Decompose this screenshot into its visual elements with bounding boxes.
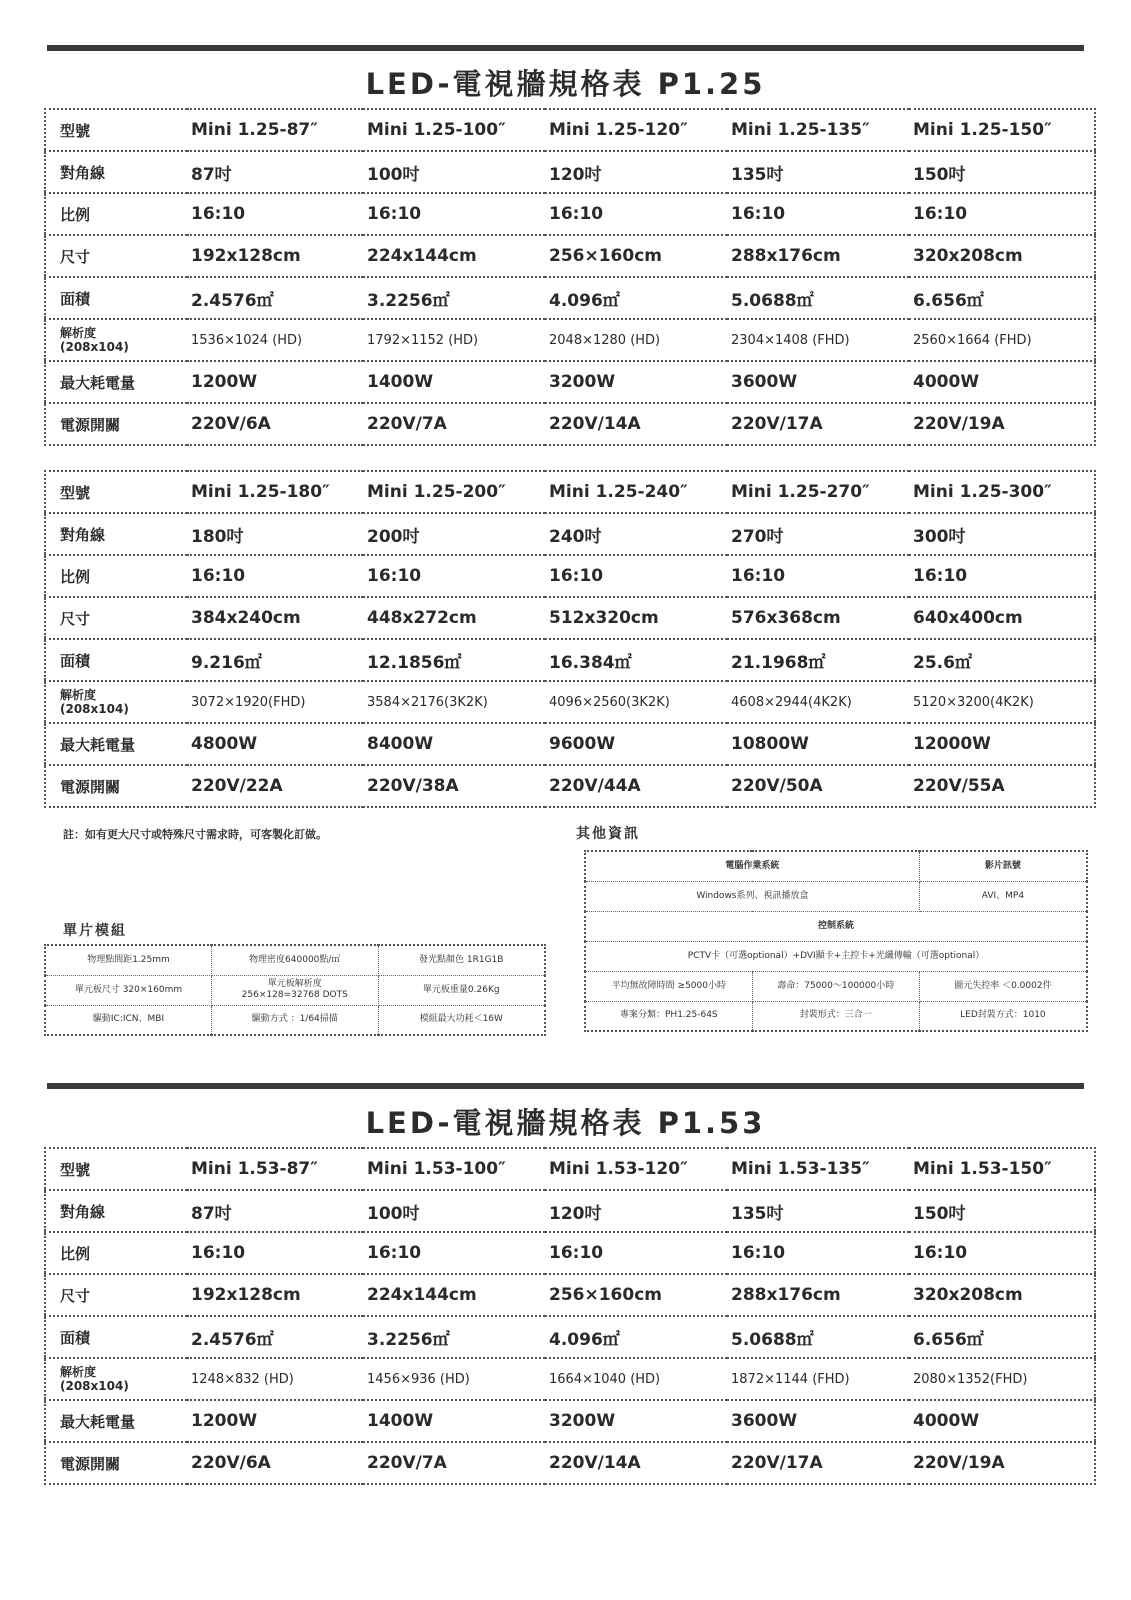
spec-cell-diagonal: 150吋 xyxy=(909,1190,1095,1232)
top-rule xyxy=(47,45,1084,51)
section-title-p153: LED-電視牆規格表 P1.53 xyxy=(365,1106,766,1140)
row-label-model: 型號 xyxy=(45,109,187,151)
spec-cell-max-power: 3200W xyxy=(545,1400,727,1442)
spec-cell-size: 320x208cm xyxy=(909,1274,1095,1316)
spec-cell-ratio: 16:10 xyxy=(909,1232,1095,1274)
spec-row-size xyxy=(45,597,1095,639)
spec-cell-area: 6.656㎡ xyxy=(909,1316,1095,1358)
spec-cell-size: 288x176cm xyxy=(727,235,909,277)
spec-cell-resolution: 2048×1280 (HD) xyxy=(545,319,727,361)
spec-cell-ratio: 16:10 xyxy=(727,193,909,235)
row-label-ratio: 比例 xyxy=(45,555,187,597)
spec-cell-size: 256×160cm xyxy=(545,235,727,277)
spec-cell-model: Mini 1.25-240″ xyxy=(545,471,727,513)
spec-cell-resolution: 4096×2560(3K2K) xyxy=(545,681,727,723)
spec-cell-model: Mini 1.53-135″ xyxy=(727,1148,909,1190)
spec-cell-size: 256×160cm xyxy=(545,1274,727,1316)
spec-cell-resolution: 1792×1152 (HD) xyxy=(363,319,545,361)
spec-table-p153 xyxy=(44,1147,1096,1485)
row-label-ratio: 比例 xyxy=(45,193,187,235)
spec-cell-area: 16.384㎡ xyxy=(545,639,727,681)
unit-board-weight: 單元板重量0.26Kg xyxy=(378,975,545,1005)
spec-row-ratio xyxy=(45,555,1095,597)
spec-table-p125-a xyxy=(44,108,1096,446)
spec-cell-area: 4.096㎡ xyxy=(545,1316,727,1358)
spec-row-diagonal xyxy=(45,513,1095,555)
spec-cell-resolution: 2080×1352(FHD) xyxy=(909,1358,1095,1400)
package-form-value: 封裝形式：三合一 xyxy=(752,1001,919,1031)
custom-size-note: 註：如有更大尺寸或特殊尺寸需求時，可客製化訂做。 xyxy=(63,828,327,841)
spec-row-power-switch xyxy=(45,1442,1095,1484)
spec-cell-max-power: 12000W xyxy=(909,723,1095,765)
spec-row-model xyxy=(45,109,1095,151)
video-value: AVI、MP4 xyxy=(919,881,1087,911)
spec-cell-diagonal: 300吋 xyxy=(909,513,1095,555)
led-color: 發光點顏色 1R1G1B xyxy=(378,945,545,975)
spec-cell-diagonal: 135吋 xyxy=(727,1190,909,1232)
lifespan-value: 壽命：75000～100000小時 xyxy=(752,971,919,1001)
spec-cell-diagonal: 87吋 xyxy=(187,151,363,193)
module-max-power: 模組最大功耗＜16W xyxy=(378,1005,545,1035)
pixel-pitch: 物理點間距1.25mm xyxy=(45,945,212,975)
spec-cell-area: 25.6㎡ xyxy=(909,639,1095,681)
spec-cell-max-power: 9600W xyxy=(545,723,727,765)
spec-row-resolution xyxy=(45,681,1095,723)
spec-cell-resolution: 1536×1024 (HD) xyxy=(187,319,363,361)
spec-cell-model: Mini 1.25-180″ xyxy=(187,471,363,513)
spec-cell-size: 576x368cm xyxy=(727,597,909,639)
spec-cell-size: 320x208cm xyxy=(909,235,1095,277)
spec-cell-max-power: 8400W xyxy=(363,723,545,765)
module-heading: 單片模組 xyxy=(63,923,127,939)
spec-cell-size: 288x176cm xyxy=(727,1274,909,1316)
spec-cell-max-power: 10800W xyxy=(727,723,909,765)
spec-cell-power-switch: 220V/38A xyxy=(367,776,459,796)
row-label-area: 面積 xyxy=(45,639,187,681)
pixel-density: 物理密度640000點/㎡ xyxy=(212,945,379,975)
spec-cell-diagonal: 135吋 xyxy=(727,151,909,193)
row-label-resolution: 解析度 (208x104) xyxy=(45,1358,187,1400)
spec-cell-area: 5.0688㎡ xyxy=(727,277,909,319)
row-label-power-switch: 電源開關 xyxy=(60,1454,121,1473)
spec-cell-size: 224x144cm xyxy=(363,1274,545,1316)
spec-cell-power-switch: 220V/50A xyxy=(731,776,823,796)
middle-rule xyxy=(47,1083,1084,1089)
spec-cell-model: Mini 1.25-150″ xyxy=(909,109,1095,151)
spec-cell-power-switch: 220V/6A xyxy=(191,414,271,434)
spec-cell-ratio: 16:10 xyxy=(727,555,909,597)
spec-cell-resolution: 5120×3200(4K2K) xyxy=(909,681,1095,723)
spec-cell-diagonal: 120吋 xyxy=(545,1190,727,1232)
row-label-diagonal: 對角線 xyxy=(45,513,187,555)
spec-cell-area: 12.1856㎡ xyxy=(363,639,545,681)
spec-cell-diagonal: 100吋 xyxy=(363,1190,545,1232)
spec-cell-diagonal: 180吋 xyxy=(187,513,363,555)
spec-cell-size: 192x128cm xyxy=(187,235,363,277)
spec-cell-ratio: 16:10 xyxy=(187,555,363,597)
spec-cell-model: Mini 1.25-300″ xyxy=(909,471,1095,513)
spec-row-max-power xyxy=(45,1400,1095,1442)
row-label-power-switch: 電源開關 xyxy=(60,415,121,434)
unit-board-resolution: 單元板解析度 256×128=32768 DOTS xyxy=(212,975,379,1005)
spec-cell-size: 224x144cm xyxy=(363,235,545,277)
row-label-model: 型號 xyxy=(45,471,187,513)
spec-row-resolution xyxy=(45,1358,1095,1400)
section-title-p125: LED-電視牆規格表 P1.25 xyxy=(365,67,766,101)
spec-cell-power-switch: 220V/17A xyxy=(731,414,823,434)
spec-cell-resolution: 1456×936 (HD) xyxy=(363,1358,545,1400)
row-label-model: 型號 xyxy=(45,1148,187,1190)
spec-row-diagonal xyxy=(45,151,1095,193)
spec-row-area xyxy=(45,639,1095,681)
spec-row-power-switch xyxy=(45,765,1095,807)
spec-cell-resolution: 3072×1920(FHD) xyxy=(187,681,363,723)
project-class-value: 專案分類：PH1.25-64S xyxy=(585,1001,752,1031)
spec-cell-max-power: 4000W xyxy=(909,361,1095,403)
row-label-diagonal: 對角線 xyxy=(45,1190,187,1232)
spec-cell-area: 3.2256㎡ xyxy=(363,277,545,319)
spec-cell-model: Mini 1.25-120″ xyxy=(545,109,727,151)
spec-row-model xyxy=(45,471,1095,513)
spec-cell-ratio: 16:10 xyxy=(187,1232,363,1274)
spec-cell-power-switch: 220V/14A xyxy=(549,1453,641,1473)
spec-cell-size: 192x128cm xyxy=(187,1274,363,1316)
spec-row-power-switch xyxy=(45,403,1095,445)
row-label-size: 尺寸 xyxy=(45,1274,187,1316)
spec-cell-resolution: 1664×1040 (HD) xyxy=(545,1358,727,1400)
spec-cell-ratio: 16:10 xyxy=(545,1232,727,1274)
control-value: PCTV卡（可選optional）+DVI顯卡+主控卡+光纖傳輸（可選optional） xyxy=(585,941,1087,971)
driver-ic: 驅動IC:ICN、MBI xyxy=(45,1005,212,1035)
spec-cell-power-switch: 220V/6A xyxy=(191,1453,271,1473)
spec-cell-max-power: 3600W xyxy=(727,1400,909,1442)
spec-cell-model: Mini 1.25-270″ xyxy=(727,471,909,513)
spec-cell-model: Mini 1.25-100″ xyxy=(363,109,545,151)
other-info-heading: 其他資訊 xyxy=(576,826,640,842)
spec-row-area xyxy=(45,1316,1095,1358)
spec-cell-area: 6.656㎡ xyxy=(909,277,1095,319)
spec-cell-model: Mini 1.25-135″ xyxy=(727,109,909,151)
spec-cell-power-switch: 220V/17A xyxy=(731,1453,823,1473)
spec-cell-ratio: 16:10 xyxy=(187,193,363,235)
spec-row-area xyxy=(45,277,1095,319)
spec-cell-power-switch: 220V/7A xyxy=(367,414,447,434)
spec-cell-size: 640x400cm xyxy=(909,597,1095,639)
video-header: 影片訊號 xyxy=(919,851,1087,881)
spec-cell-diagonal: 150吋 xyxy=(909,151,1095,193)
spec-cell-model: Mini 1.53-120″ xyxy=(545,1148,727,1190)
spec-row-ratio xyxy=(45,1232,1095,1274)
row-label-power-switch: 電源開關 xyxy=(60,777,121,796)
spec-cell-power-switch: 220V/44A xyxy=(549,776,641,796)
led-package-value: LED封裝方式：1010 xyxy=(919,1001,1087,1031)
row-label-diagonal: 對角線 xyxy=(45,151,187,193)
spec-row-diagonal xyxy=(45,1190,1095,1232)
row-label-max-power: 最大耗電量 xyxy=(45,1400,187,1442)
spec-row-size xyxy=(45,235,1095,277)
spec-cell-max-power: 1200W xyxy=(187,1400,363,1442)
spec-cell-ratio: 16:10 xyxy=(727,1232,909,1274)
spec-cell-resolution: 1872×1144 (FHD) xyxy=(727,1358,909,1400)
spec-cell-power-switch: 220V/19A xyxy=(913,1453,1005,1473)
spec-cell-ratio: 16:10 xyxy=(909,193,1095,235)
spec-cell-diagonal: 87吋 xyxy=(187,1190,363,1232)
spec-cell-resolution: 2304×1408 (FHD) xyxy=(727,319,909,361)
spec-cell-diagonal: 270吋 xyxy=(727,513,909,555)
spec-cell-model: Mini 1.53-87″ xyxy=(187,1148,363,1190)
spec-cell-area: 9.216㎡ xyxy=(187,639,363,681)
spec-row-size xyxy=(45,1274,1095,1316)
spec-cell-resolution: 2560×1664 (FHD) xyxy=(909,319,1095,361)
row-label-area: 面積 xyxy=(45,1316,187,1358)
spec-row-max-power xyxy=(45,723,1095,765)
module-table xyxy=(44,944,546,1036)
row-label-size: 尺寸 xyxy=(45,235,187,277)
spec-row-resolution xyxy=(45,319,1095,361)
other-info-table xyxy=(584,850,1088,1032)
spec-cell-power-switch: 220V/55A xyxy=(913,776,1005,796)
spec-cell-max-power: 3600W xyxy=(727,361,909,403)
mtbf-value: 平均無故障時間 ≥5000小時 xyxy=(585,971,752,1001)
spec-cell-resolution: 3584×2176(3K2K) xyxy=(363,681,545,723)
spec-cell-max-power: 4000W xyxy=(909,1400,1095,1442)
row-label-max-power: 最大耗電量 xyxy=(45,723,187,765)
spec-row-ratio xyxy=(45,193,1095,235)
spec-cell-ratio: 16:10 xyxy=(363,193,545,235)
spec-cell-ratio: 16:10 xyxy=(363,1232,545,1274)
row-label-area: 面積 xyxy=(45,277,187,319)
row-label-size: 尺寸 xyxy=(45,597,187,639)
pixel-failure-value: 圖元失控率 ＜0.0002件 xyxy=(919,971,1087,1001)
spec-cell-size: 512x320cm xyxy=(545,597,727,639)
spec-cell-ratio: 16:10 xyxy=(909,555,1095,597)
spec-cell-power-switch: 220V/22A xyxy=(191,776,283,796)
spec-cell-max-power: 3200W xyxy=(545,361,727,403)
spec-cell-model: Mini 1.25-87″ xyxy=(187,109,363,151)
row-label-max-power: 最大耗電量 xyxy=(45,361,187,403)
spec-cell-diagonal: 240吋 xyxy=(545,513,727,555)
drive-mode: 驅動方式 ：1/64掃描 xyxy=(212,1005,379,1035)
spec-cell-diagonal: 100吋 xyxy=(363,151,545,193)
control-header: 控制系統 xyxy=(585,911,1087,941)
spec-cell-diagonal: 200吋 xyxy=(363,513,545,555)
spec-cell-max-power: 1400W xyxy=(363,1400,545,1442)
spec-cell-max-power: 1400W xyxy=(363,361,545,403)
spec-cell-area: 3.2256㎡ xyxy=(363,1316,545,1358)
spec-cell-diagonal: 120吋 xyxy=(545,151,727,193)
spec-cell-power-switch: 220V/19A xyxy=(913,414,1005,434)
unit-board-size: 單元板尺寸 320×160mm xyxy=(45,975,212,1005)
spec-cell-area: 2.4576㎡ xyxy=(187,277,363,319)
spec-cell-model: Mini 1.53-150″ xyxy=(909,1148,1095,1190)
spec-cell-area: 4.096㎡ xyxy=(545,277,727,319)
spec-cell-ratio: 16:10 xyxy=(545,193,727,235)
os-header: 電腦作業系統 xyxy=(585,851,919,881)
spec-cell-max-power: 4800W xyxy=(187,723,363,765)
spec-cell-area: 5.0688㎡ xyxy=(727,1316,909,1358)
spec-cell-power-switch: 220V/7A xyxy=(367,1453,447,1473)
spec-cell-area: 2.4576㎡ xyxy=(187,1316,363,1358)
spec-row-model xyxy=(45,1148,1095,1190)
os-value: Windows系列、視訊播放盒 xyxy=(585,881,919,911)
spec-cell-model: Mini 1.53-100″ xyxy=(363,1148,545,1190)
row-label-ratio: 比例 xyxy=(45,1232,187,1274)
spec-cell-power-switch: 220V/14A xyxy=(549,414,641,434)
spec-cell-size: 448x272cm xyxy=(363,597,545,639)
spec-cell-size: 384x240cm xyxy=(187,597,363,639)
row-label-resolution: 解析度 (208x104) xyxy=(45,681,187,723)
spec-cell-area: 21.1968㎡ xyxy=(727,639,909,681)
row-label-resolution: 解析度 (208x104) xyxy=(45,319,187,361)
spec-cell-model: Mini 1.25-200″ xyxy=(363,471,545,513)
spec-cell-ratio: 16:10 xyxy=(545,555,727,597)
spec-table-p125-b xyxy=(44,470,1096,808)
spec-cell-max-power: 1200W xyxy=(187,361,363,403)
spec-row-max-power xyxy=(45,361,1095,403)
spec-cell-ratio: 16:10 xyxy=(363,555,545,597)
spec-cell-resolution: 4608×2944(4K2K) xyxy=(727,681,909,723)
spec-cell-resolution: 1248×832 (HD) xyxy=(187,1358,363,1400)
